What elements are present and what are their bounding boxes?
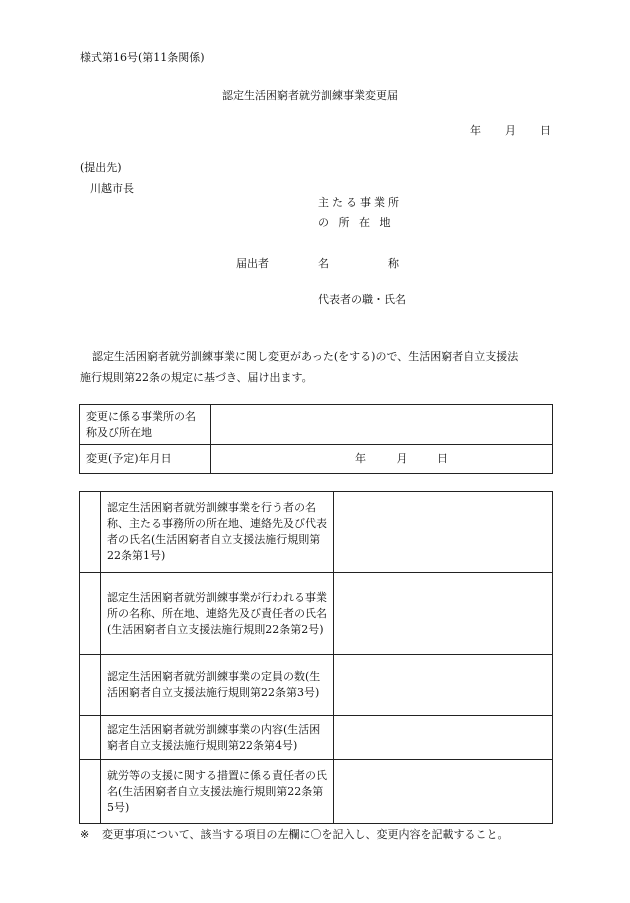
item-label: 認定生活困窮者就労訓練事業を行う者の名称、主たる事務所の所在地、連絡先及び代表者の氏名(生活困窮者自立支援法施行規則第22条第1号) <box>101 492 334 573</box>
table2-row <box>80 492 553 573</box>
item-content-cell[interactable] <box>334 716 553 760</box>
addressee-name: 川越市長 <box>90 182 134 195</box>
item-mark-cell[interactable] <box>80 492 101 573</box>
item-mark-cell[interactable] <box>80 760 101 824</box>
table2-row <box>80 655 553 716</box>
submission-date-year: 年 <box>470 124 481 137</box>
table1-date-value[interactable] <box>211 445 553 474</box>
table2-row <box>80 760 553 824</box>
table1-date-month: 月 <box>396 452 408 465</box>
item-content-cell[interactable] <box>334 655 553 716</box>
note-text: 変更事項について、該当する項目の左欄に〇を記入し、変更内容を記載すること。 <box>102 828 509 841</box>
office-location-label-line1: 主たる事業所 <box>318 196 402 209</box>
item-label: 認定生活困窮者就労訓練事業の定員の数(生活困窮者自立支援法施行規則第22条第3号) <box>101 655 334 716</box>
table2-row <box>80 573 553 655</box>
submission-date-day: 日 <box>540 124 551 137</box>
item-content-cell[interactable] <box>334 573 553 655</box>
item-mark-cell[interactable] <box>80 716 101 760</box>
item-mark-cell[interactable] <box>80 573 101 655</box>
item-label: 認定生活困窮者就労訓練事業の内容(生活困窮者自立支援法施行規則第22条第4号) <box>101 716 334 760</box>
change-items-table <box>79 491 553 824</box>
change-summary-table <box>79 404 553 474</box>
table1-date-day: 日 <box>437 452 448 465</box>
addressee-label: (提出先) <box>80 161 122 174</box>
office-location-label-line2: の 所 在 地 <box>318 216 394 229</box>
table1-office-label: 変更に係る事業所の名称及び所在地 <box>80 405 211 445</box>
name-label-2: 称 <box>388 257 399 270</box>
notifier-label: 届出者 <box>236 257 269 270</box>
table1-row-office <box>80 405 553 445</box>
table1-date-label: 変更(予定)年月日 <box>80 445 211 474</box>
table1-row-date <box>80 445 553 474</box>
item-content-cell[interactable] <box>334 492 553 573</box>
item-content-cell[interactable] <box>334 760 553 824</box>
statement-line-1: 認定生活困窮者就労訓練事業に関し変更があった(をする)ので、生活困窮者自立支援法 <box>92 350 519 363</box>
submission-date-month: 月 <box>505 124 516 137</box>
note-mark: ※ <box>80 828 90 841</box>
form-number: 様式第16号(第11条関係) <box>80 51 205 64</box>
item-mark-cell[interactable] <box>80 655 101 716</box>
statement-line-2: 施行規則第22条の規定に基づき、届け出ます。 <box>80 371 313 384</box>
item-label: 就労等の支援に関する措置に係る責任者の氏名(生活困窮者自立支援法施行規則第22条第5号) <box>101 760 334 824</box>
table2-row <box>80 716 553 760</box>
representative-label: 代表者の職・氏名 <box>318 293 406 306</box>
name-label-1: 名 <box>318 257 329 270</box>
document-title: 認定生活困窮者就労訓練事業変更届 <box>222 89 398 102</box>
item-label: 認定生活困窮者就労訓練事業が行われる事業所の名称、所在地、連絡先及び責任者の氏名(生活困窮者自立支援法施行規則22条第2号) <box>101 573 334 655</box>
table1-office-value[interactable] <box>211 405 553 445</box>
table1-date-year: 年 <box>355 452 366 465</box>
